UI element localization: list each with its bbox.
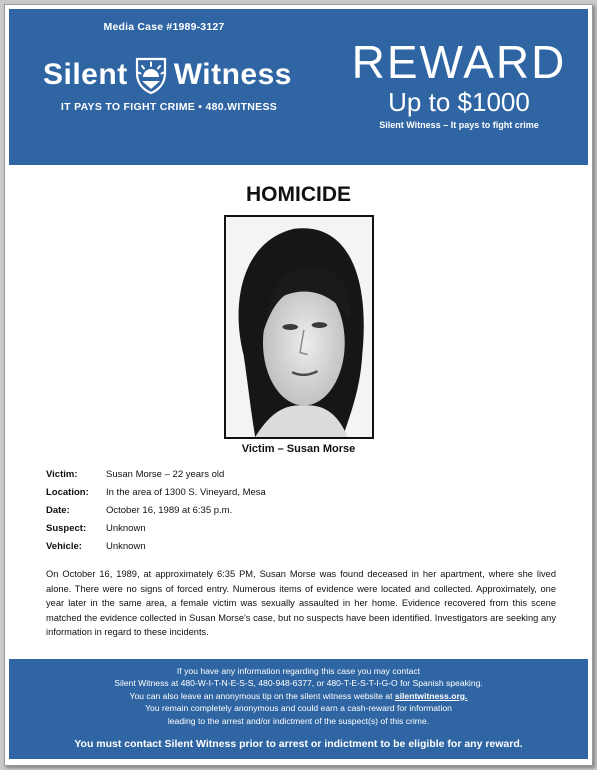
sunrise-shield-icon — [134, 55, 168, 95]
detail-value: In the area of 1300 S. Vineyard, Mesa — [106, 486, 266, 498]
detail-label: Date: — [46, 504, 70, 516]
detail-value: Unknown — [106, 522, 146, 534]
footer-banner — [9, 659, 588, 759]
media-case-number: Media Case #1989-3127 — [103, 21, 225, 33]
case-narrative: On October 16, 1989, at approximately 6:35 PM, Susan Morse was found deceased in her apartment, where she lived alone. There were no signs of forced entry. Numerous items of evidence were located and collected. Approximately, one year later in the same area, a female victim was sexually assaulted in her home. Evidence recovered from this scene matched the evidence collected in Susan Morse's case, but no suspects have been identified. Investigators are seeking any information in regard to these incidents. — [46, 569, 556, 638]
eligibility-warning: You must contact Silent Witness prior to arrest or indictment to be eligible for any reward. — [74, 738, 523, 750]
detail-row-date — [46, 501, 546, 519]
detail-value: Unknown — [106, 540, 146, 552]
contact-line-text: You can also leave an anonymous tip on the silent witness website at — [129, 690, 395, 701]
detail-label: Location: — [46, 486, 89, 498]
logo-word-right: Witness — [173, 58, 292, 91]
logo-tagline: IT PAYS TO FIGHT CRIME • 480.WITNESS — [60, 101, 278, 113]
case-details — [46, 465, 546, 555]
flyer-page — [4, 4, 593, 766]
crime-title: HOMICIDE — [246, 183, 351, 206]
contact-line: Silent Witness at 480-W-I-T-N-E-S-S, 480-948-6377, or 480-T-E-S-T-I-G-O for Spanish speaking. — [114, 678, 483, 689]
contact-info — [9, 665, 588, 727]
website-link[interactable]: silentwitness.org. — [394, 690, 468, 701]
detail-value: Susan Morse – 22 years old — [106, 468, 225, 480]
header-banner — [9, 9, 588, 165]
reward-amount: Up to $1000 — [388, 87, 530, 117]
detail-value: October 16, 1989 at 6:35 p.m. — [106, 504, 233, 516]
detail-label: Victim: — [46, 468, 78, 480]
detail-row-victim — [46, 465, 546, 483]
detail-label: Vehicle: — [46, 540, 82, 552]
reward-tagline: Silent Witness – It pays to fight crime — [379, 120, 539, 130]
photo-caption: Victim – Susan Morse — [241, 443, 356, 455]
logo-word-left: Silent — [43, 58, 128, 91]
contact-line: If you have any information regarding this case you may contact — [176, 666, 421, 676]
reward-title: REWARD — [351, 36, 567, 88]
contact-line — [9, 690, 588, 702]
detail-label: Suspect: — [46, 522, 87, 534]
contact-line: leading to the arrest and/or indictment of the suspect(s) of this crime. — [167, 715, 430, 726]
contact-line: You remain completely anonymous and could earn a cash-reward for information — [145, 703, 452, 714]
silent-witness-logo — [43, 53, 292, 97]
detail-row-vehicle — [46, 537, 546, 555]
victim-photo — [224, 215, 374, 439]
detail-row-suspect — [46, 519, 546, 537]
detail-row-location — [46, 483, 546, 501]
